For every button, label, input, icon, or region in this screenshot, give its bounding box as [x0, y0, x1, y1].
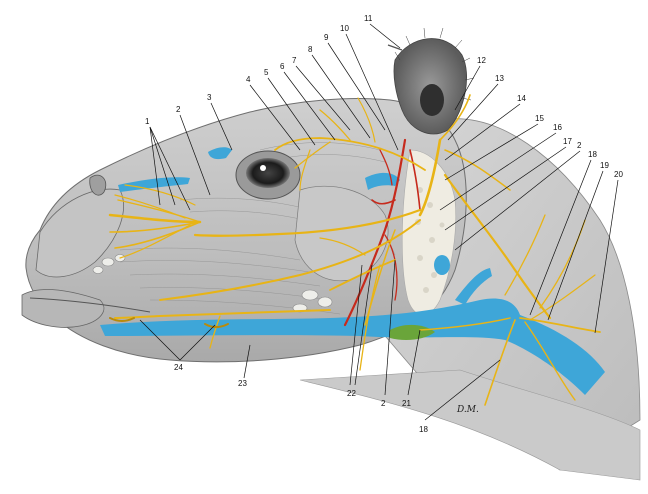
- label-2-right: 2: [577, 141, 582, 150]
- label-14: 14: [517, 94, 526, 103]
- label-15: 15: [535, 114, 544, 123]
- label-24: 24: [174, 363, 183, 372]
- ear-canal: [420, 84, 444, 116]
- label-2: 2: [176, 105, 181, 114]
- label-11: 11: [364, 14, 373, 23]
- label-12: 12: [477, 56, 486, 65]
- label-13: 13: [495, 74, 504, 83]
- label-19: 19: [600, 161, 609, 170]
- label-16: 16: [553, 123, 562, 132]
- label-23: 23: [238, 379, 247, 388]
- label-6: 6: [280, 62, 285, 71]
- label-3: 3: [207, 93, 212, 102]
- label-7: 7: [292, 56, 297, 65]
- label-4: 4: [246, 75, 251, 84]
- artist-signature: D.M.: [457, 405, 479, 415]
- label-8: 8: [308, 45, 313, 54]
- label-1: 1: [145, 117, 150, 126]
- label-22: 22: [347, 389, 356, 398]
- label-17: 17: [563, 137, 572, 146]
- eye-highlight: [260, 165, 266, 171]
- eye: [246, 158, 290, 188]
- label-9: 9: [324, 33, 329, 42]
- label-10: 10: [340, 24, 349, 33]
- label-18-top: 18: [588, 150, 597, 159]
- label-5: 5: [264, 68, 269, 77]
- vein-node: [434, 255, 450, 275]
- label-2-bottom: 2: [381, 399, 386, 408]
- label-21: 21: [402, 399, 411, 408]
- label-18-bottom: 18: [419, 425, 428, 434]
- label-20: 20: [614, 170, 623, 179]
